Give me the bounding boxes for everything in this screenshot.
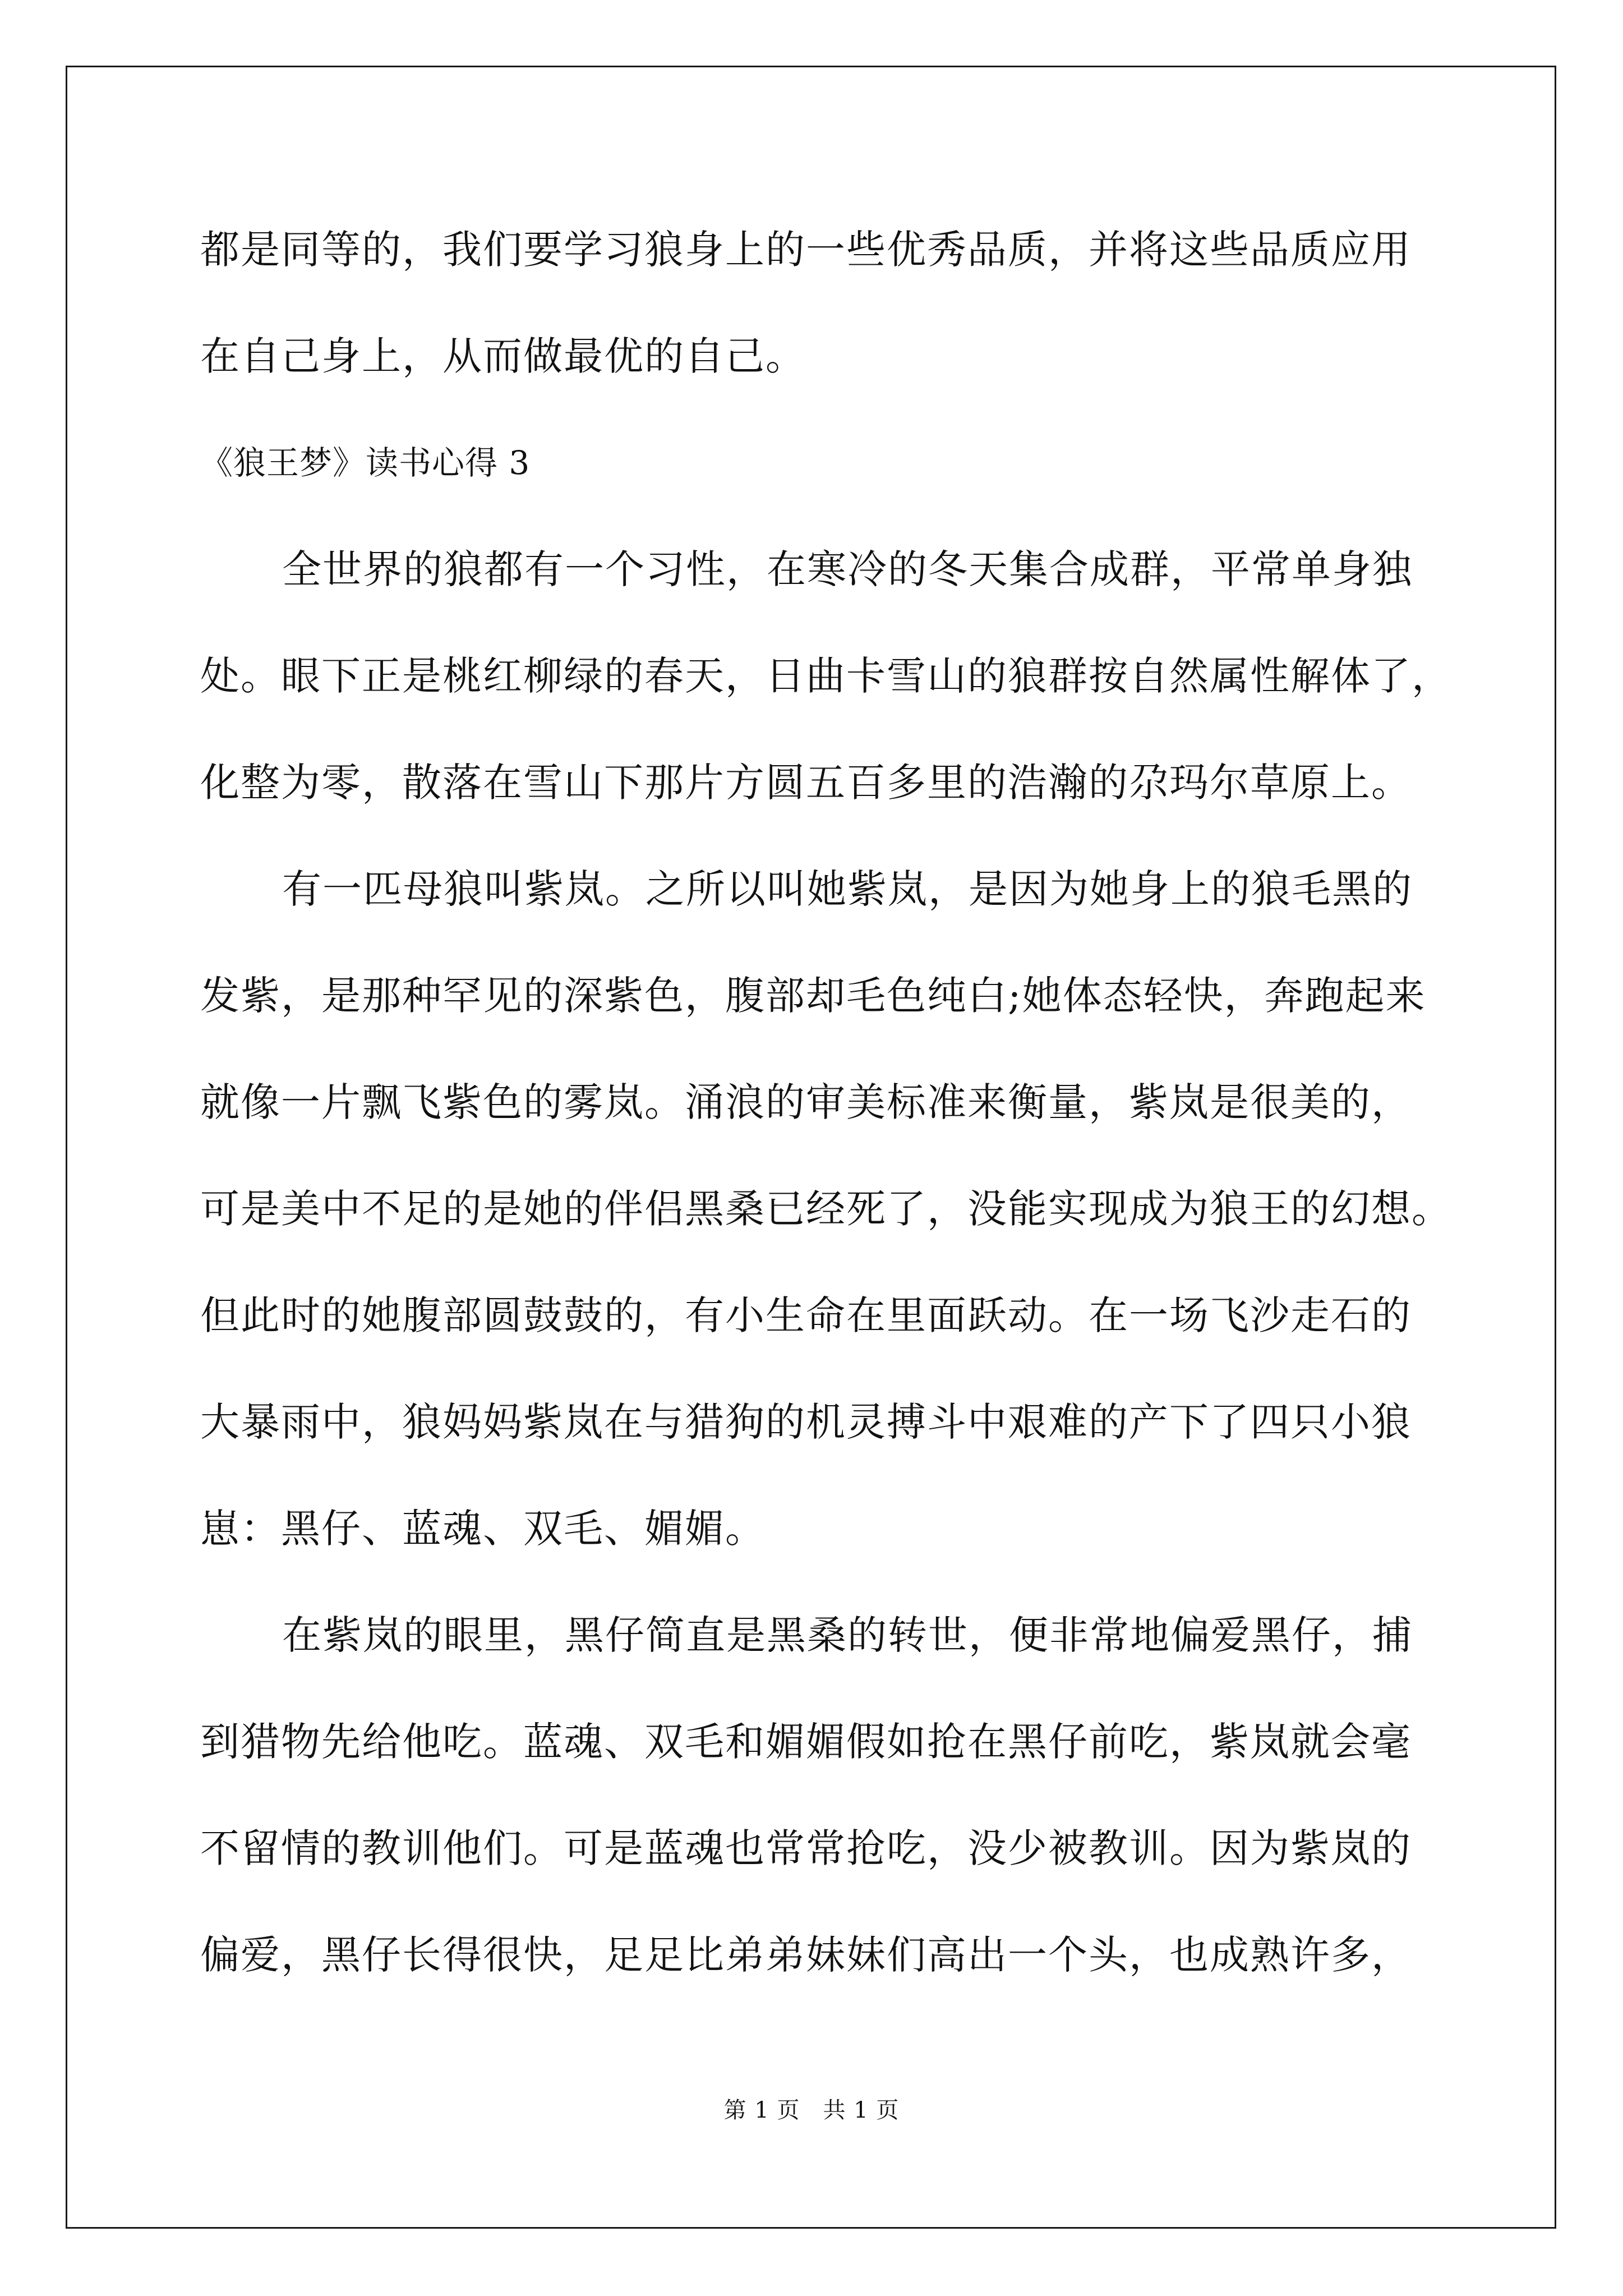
page-footer: 第 1 页 共 1 页 — [723, 2097, 900, 2123]
text-line-12: 大暴雨中，狼妈妈紫岚在与猎狗的机灵搏斗中艰难的产下了四只小狼 — [200, 1399, 1412, 1445]
text-line-10: 可是美中不足的是她的伴侣黑桑已经死了，没能实现成为狼王的幻想。 — [200, 1186, 1452, 1232]
text-line-4: 全世界的狼都有一个习性，在寒冷的冬天集合成群，平常单身独 — [282, 546, 1413, 592]
text-line-15: 到猎物先给他吃。蓝魂、双毛和媚媚假如抢在黑仔前吃，紫岚就会毫 — [200, 1719, 1412, 1765]
section-heading: 《狼王梦》读书心得 3 — [200, 444, 531, 482]
text-line-17: 偏爱，黑仔长得很快，足足比弟弟妹妹们高出一个头，也成熟许多， — [200, 1932, 1412, 1978]
text-line-7: 有一匹母狼叫紫岚。之所以叫她紫岚，是因为她身上的狼毛黑的 — [282, 866, 1413, 912]
text-line-1: 都是同等的，我们要学习狼身上的一些优秀品质，并将这些品质应用 — [200, 227, 1412, 273]
document-body — [200, 219, 1452, 2031]
text-line-5: 处。眼下正是桃红柳绿的春天，日曲卡雪山的狼群按自然属性解体了， — [200, 653, 1452, 699]
text-line-6: 化整为零，散落在雪山下那片方圆五百多里的浩瀚的尕玛尔草原上。 — [200, 760, 1412, 806]
text-line-9: 就像一片飘飞紫色的雾岚。涌浪的审美标准来衡量，紫岚是很美的， — [200, 1079, 1412, 1125]
text-line-14: 在紫岚的眼里，黑仔简直是黑桑的转世，便非常地偏爱黑仔，捕 — [282, 1612, 1413, 1658]
text-line-2: 在自己身上，从而做最优的自己。 — [200, 333, 806, 379]
text-line-11: 但此时的她腹部圆鼓鼓的，有小生命在里面跃动。在一场飞沙走石的 — [200, 1292, 1412, 1338]
text-line-16: 不留情的教训他们。可是蓝魂也常常抢吃，没少被教训。因为紫岚的 — [200, 1825, 1412, 1871]
text-line-8: 发紫，是那种罕见的深紫色，腹部却毛色纯白;她体态轻快，奔跑起来 — [200, 973, 1426, 1019]
text-line-13: 崽：黑仔、蓝魂、双毛、媚媚。 — [200, 1506, 766, 1552]
